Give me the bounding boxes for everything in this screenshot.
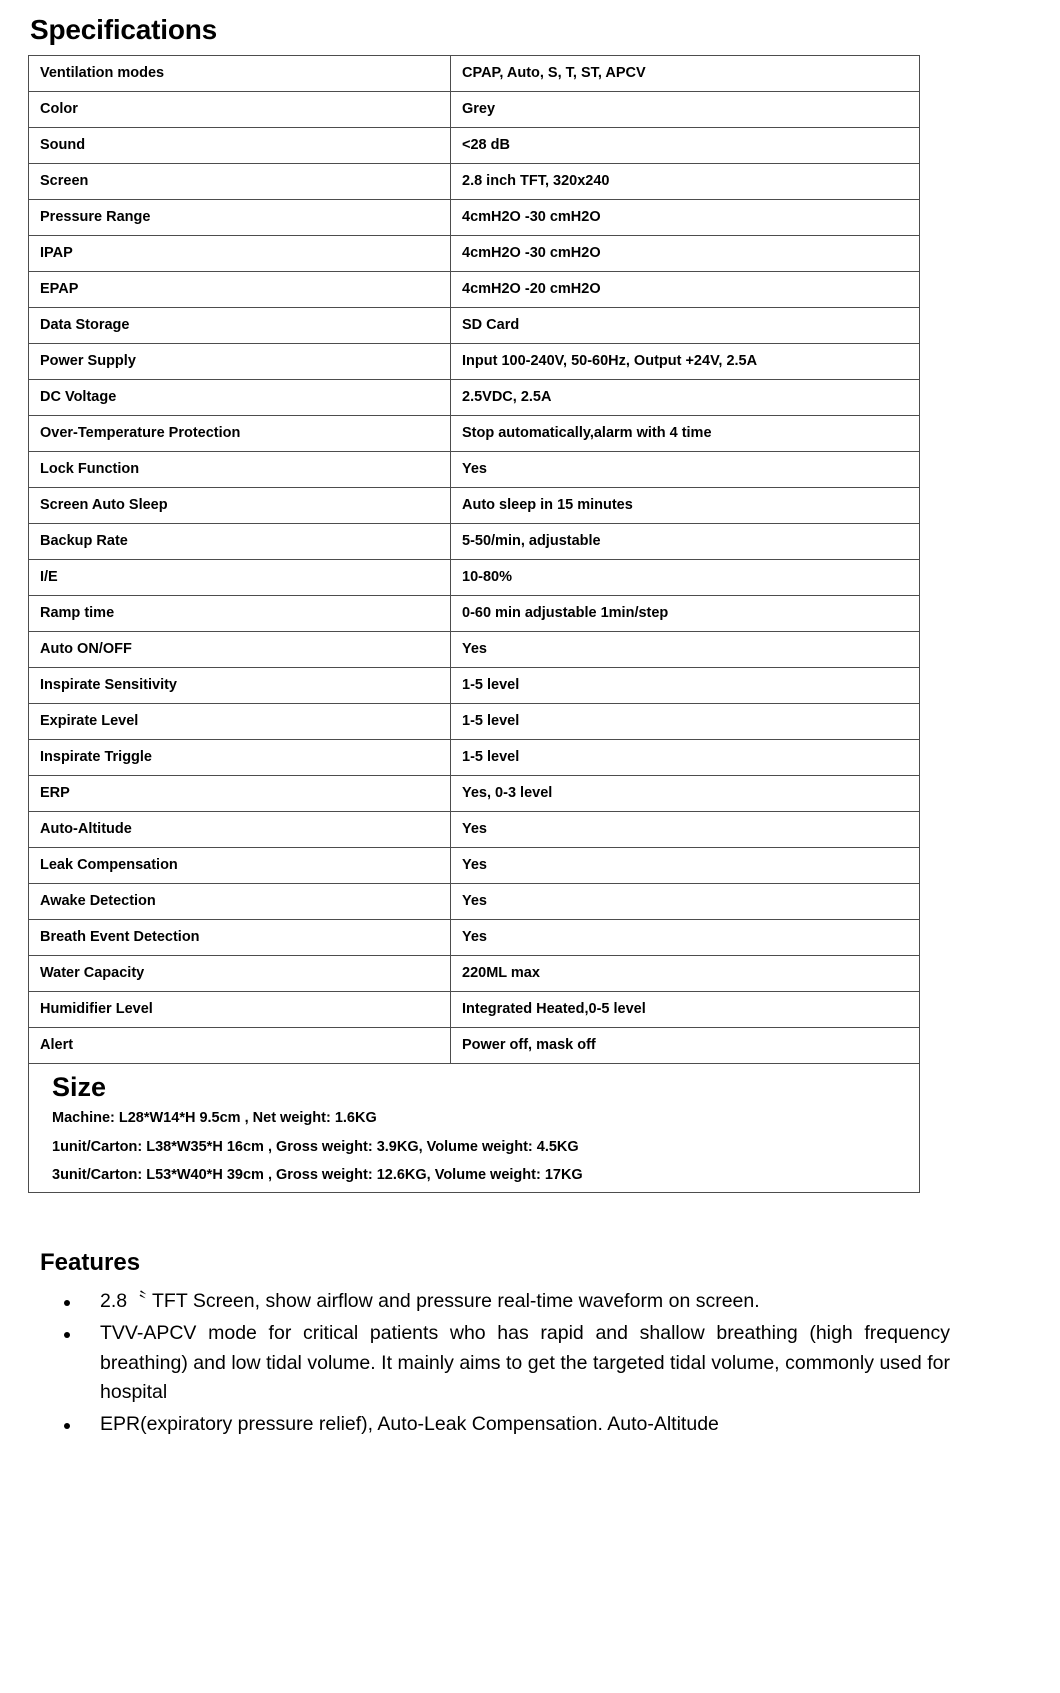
table-row xyxy=(29,452,920,488)
size-row xyxy=(29,1064,920,1193)
table-row xyxy=(29,164,920,200)
bullet-icon xyxy=(64,1423,70,1429)
specifications-table-body xyxy=(29,56,920,1193)
table-row xyxy=(29,776,920,812)
spec-value: Yes, 0-3 level xyxy=(451,776,920,812)
table-row xyxy=(29,488,920,524)
spec-label: EPAP xyxy=(29,272,451,308)
spec-label: Leak Compensation xyxy=(29,848,451,884)
spec-label: Data Storage xyxy=(29,308,451,344)
table-row xyxy=(29,380,920,416)
table-row xyxy=(29,596,920,632)
spec-value: Yes xyxy=(451,452,920,488)
bullet-icon xyxy=(64,1332,70,1338)
table-row xyxy=(29,740,920,776)
spec-label: DC Voltage xyxy=(29,380,451,416)
spec-label: Ventilation modes xyxy=(29,56,451,92)
size-heading: Size xyxy=(52,1072,107,1103)
table-row xyxy=(29,344,920,380)
spec-value: 1-5 level xyxy=(451,740,920,776)
bullet-icon xyxy=(64,1300,70,1306)
spec-value: 2.8 inch TFT, 320x240 xyxy=(451,164,920,200)
size-section xyxy=(29,1064,920,1193)
spec-value: Yes xyxy=(451,632,920,668)
spec-label: Auto-Altitude xyxy=(29,812,451,848)
size-line: 1unit/Carton: L38*W35*H 16cm , Gross weight: 3.9KG, Volume weight: 4.5KG xyxy=(52,1138,579,1155)
list-item xyxy=(28,1410,1032,1440)
table-row xyxy=(29,128,920,164)
table-row xyxy=(29,848,920,884)
spec-value: Integrated Heated,0-5 level xyxy=(451,992,920,1028)
spec-label: ERP xyxy=(29,776,451,812)
size-line: 3unit/Carton: L53*W40*H 39cm , Gross weight: 12.6KG, Volume weight: 17KG xyxy=(52,1167,583,1184)
table-row xyxy=(29,92,920,128)
spec-label: Water Capacity xyxy=(29,956,451,992)
feature-text: TVV-APCV mode for critical patients who has rapid and shallow breathing (high frequency breathing) and low tidal volume. It mainly aims to get the targeted tidal volume, commonly used for hospital xyxy=(100,1321,950,1404)
page-title: Specifications xyxy=(30,14,218,45)
spec-label: Humidifier Level xyxy=(29,992,451,1028)
spec-value: Stop automatically,alarm with 4 time xyxy=(451,416,920,452)
spec-label: Breath Event Detection xyxy=(29,920,451,956)
list-item xyxy=(28,1287,1032,1317)
table-row xyxy=(29,920,920,956)
spec-value: Grey xyxy=(451,92,920,128)
table-row xyxy=(29,524,920,560)
spec-value: SD Card xyxy=(451,308,920,344)
spec-value: 220ML max xyxy=(451,956,920,992)
feature-text: EPR(expiratory pressure relief), Auto-Leak Compensation. Auto-Altitude xyxy=(100,1413,719,1436)
spec-label: Inspirate Sensitivity xyxy=(29,668,451,704)
spec-label: Over-Temperature Protection xyxy=(29,416,451,452)
table-row xyxy=(29,956,920,992)
spec-value: 1-5 level xyxy=(451,668,920,704)
spec-label: Awake Detection xyxy=(29,884,451,920)
table-row xyxy=(29,56,920,92)
spec-value: Power off, mask off xyxy=(451,1028,920,1064)
spec-label: Screen Auto Sleep xyxy=(29,488,451,524)
spec-value: 2.5VDC, 2.5A xyxy=(451,380,920,416)
table-row xyxy=(29,632,920,668)
spec-value: Yes xyxy=(451,884,920,920)
specifications-table xyxy=(28,55,920,1193)
features-section xyxy=(28,1193,1032,1440)
spec-value: 10-80% xyxy=(451,560,920,596)
spec-label: Color xyxy=(29,92,451,128)
table-row xyxy=(29,416,920,452)
table-row xyxy=(29,704,920,740)
spec-value: CPAP, Auto, S, T, ST, APCV xyxy=(451,56,920,92)
spec-value: 4cmH2O -30 cmH2O xyxy=(451,200,920,236)
features-list xyxy=(28,1287,1032,1440)
spec-value: 4cmH2O -30 cmH2O xyxy=(451,236,920,272)
spec-value: Yes xyxy=(451,812,920,848)
size-line: Machine: L28*W14*H 9.5cm , Net weight: 1.6KG xyxy=(52,1110,377,1127)
spec-label: Auto ON/OFF xyxy=(29,632,451,668)
spec-value: <28 dB xyxy=(451,128,920,164)
table-row xyxy=(29,992,920,1028)
spec-label: IPAP xyxy=(29,236,451,272)
spec-value: Yes xyxy=(451,848,920,884)
table-row xyxy=(29,1028,920,1064)
list-item xyxy=(28,1319,1032,1408)
spec-value: 1-5 level xyxy=(451,704,920,740)
spec-label: Lock Function xyxy=(29,452,451,488)
table-row xyxy=(29,560,920,596)
table-row xyxy=(29,236,920,272)
spec-value: Auto sleep in 15 minutes xyxy=(451,488,920,524)
features-heading: Features xyxy=(40,1249,141,1277)
spec-label: Alert xyxy=(29,1028,451,1064)
spec-label: Ramp time xyxy=(29,596,451,632)
spec-label: Expirate Level xyxy=(29,704,451,740)
spec-label: I/E xyxy=(29,560,451,596)
spec-value: Input 100-240V, 50-60Hz, Output +24V, 2.5A xyxy=(451,344,920,380)
spec-value: 4cmH2O -20 cmH2O xyxy=(451,272,920,308)
spec-value: 5-50/min, adjustable xyxy=(451,524,920,560)
spec-label: Power Supply xyxy=(29,344,451,380)
table-row xyxy=(29,668,920,704)
table-row xyxy=(29,308,920,344)
spec-label: Screen xyxy=(29,164,451,200)
feature-text: 2.8〝 TFT Screen, show airflow and pressure real-time waveform on screen. xyxy=(100,1290,760,1312)
table-row xyxy=(29,272,920,308)
table-row xyxy=(29,812,920,848)
spec-value: Yes xyxy=(451,920,920,956)
spec-label: Inspirate Triggle xyxy=(29,740,451,776)
table-row xyxy=(29,200,920,236)
spec-label: Backup Rate xyxy=(29,524,451,560)
spec-label: Pressure Range xyxy=(29,200,451,236)
spec-value: 0-60 min adjustable 1min/step xyxy=(451,596,920,632)
spec-label: Sound xyxy=(29,128,451,164)
table-row xyxy=(29,884,920,920)
